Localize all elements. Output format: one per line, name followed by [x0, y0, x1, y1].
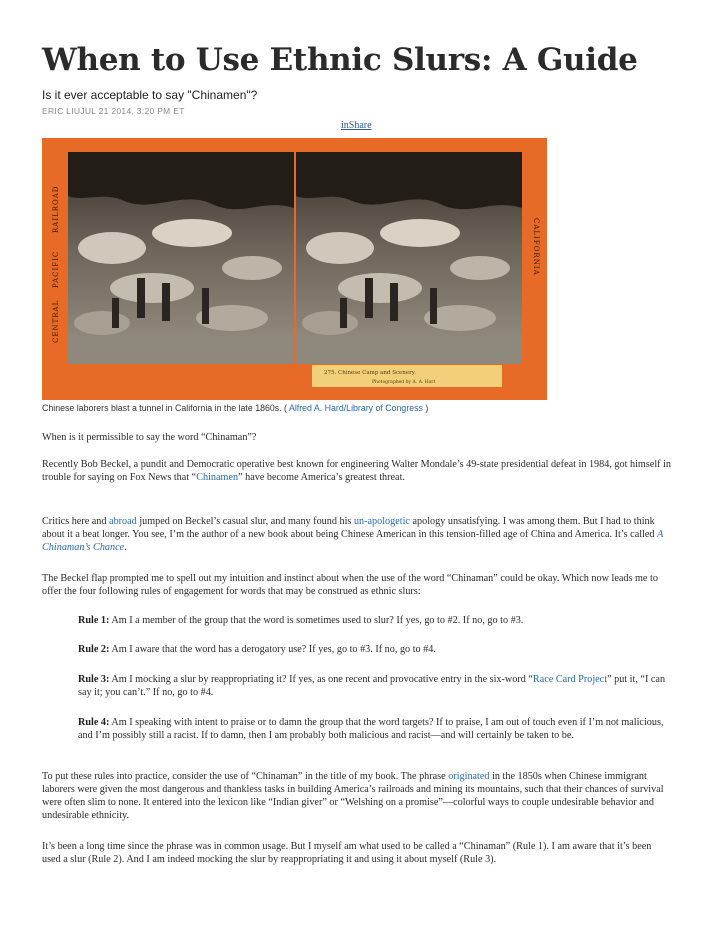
caption-end: ): [425, 403, 429, 413]
rule-1-label: Rule 1:: [78, 615, 110, 626]
photo-credit-link[interactable]: Alfred A. Hard/Library of Congress: [288, 403, 423, 413]
rule-4-text: Am I speaking with intent to praise or to damn the group that the word targets? If to praise, I am out of touch even if I’m not malicious, and I’m possibly still a racist. If to damn, then I am probably both malicious and racist—and will certainly be taken to be.: [78, 717, 664, 741]
p3-text-b: jumped on Beckel’s casual slur, and many found his: [136, 516, 354, 527]
caption-text: Chinese laborers blast a tunnel in California in the late 1860s. (: [42, 403, 287, 413]
paragraph-1: When is it permissible to say the word “Chinaman”?: [42, 432, 257, 443]
book-title-link[interactable]: A Chinaman’s Chance: [42, 529, 664, 553]
rule-1-text: Am I a member of the group that the word is sometimes used to slur? If yes, go to #2. If no, go to #3.: [109, 615, 524, 626]
rule-3-text-b: ” put it, “I can say it; you can’t.” If no, go to #4.: [78, 674, 666, 698]
p3-text-c: apology unsatisfying. I was among them. But I had to think about it a beat longer. You see, I’m the author of a new book about being Chinese American in this tension-filled age of China and America. It’s called: [42, 516, 658, 540]
paragraph-6: It’s been a long time since the phrase was in common usage. But I myself am what used to be called a “Chinaman” (Rule 1). I am aware that it’s been used a slur (Rule 2). And I am indeed mocking the slur by reappropriating it and using it about myself (Rule 3).: [42, 841, 652, 865]
photo-right: [296, 152, 522, 364]
chinamen-link[interactable]: Chinamen: [196, 472, 239, 483]
rule-2: [78, 643, 668, 656]
label-california: CALIFORNIA: [532, 218, 540, 276]
rule-3-label: Rule 3:: [78, 674, 110, 685]
un-apologetic-link[interactable]: un-apologetic: [353, 516, 410, 527]
article-title: When to Use Ethnic Slurs: A Guide: [42, 42, 638, 78]
photo-left: [68, 152, 294, 364]
stereograph-image: [42, 138, 547, 400]
label-pacific: PACIFIC: [52, 250, 60, 288]
paragraph-3: [42, 515, 672, 554]
plate-line-2: Photographed by A. A. Hart: [372, 380, 436, 385]
p2-text-b: ” have become America’s greatest threat.: [238, 472, 405, 483]
race-card-project-link[interactable]: Race Card Project: [532, 674, 608, 685]
rule-2-text: Am I aware that the word has a derogatory use? If yes, go to #3. If no, go to #4.: [109, 644, 436, 655]
photo-caption: [42, 403, 428, 413]
p2-text-a: Recently Bob Beckel, a pundit and Democratic operative best known for engineering Walter Mondale’s 49-state presidential defeat in 1984, got himself in trouble for saying on Fox News that “: [42, 459, 672, 483]
p5-text-a: To put these rules into practice, consider the use of “Chinaman” in the title of my book. The phrase: [42, 771, 449, 782]
rule-4: [78, 716, 668, 742]
stereograph-photo: [42, 138, 547, 400]
rule-3-text-a: Am I mocking a slur by reappropriating it? If yes, as one recent and provocative entry in the six-word “: [109, 674, 533, 685]
paragraph-2: [42, 458, 672, 484]
rule-3: [78, 673, 668, 699]
paragraph-5: [42, 770, 672, 822]
p3-text-a: Critics here and: [42, 516, 110, 527]
linkedin-share-button[interactable]: inShare: [341, 120, 372, 131]
p5-text-b: in the 1850s when Chinese immigrant laborers were given the most dangerous and thankless tasks in building America’s railroads and mining its mountains, such that their chances of survival were often slim to none. It entered into the lexicon like “Indian giver” or “Welshing on a promise”—colorful ways to couple undesirable behavior and undesirable ethnicity.: [42, 771, 664, 821]
rule-4-label: Rule 4:: [78, 717, 110, 728]
label-railroad: RAILROAD: [52, 185, 60, 233]
paragraph-4: The Beckel flap prompted me to spell out my intuition and instinct about when the use of the word “Chinaman” could be okay. Which now leads me to offer the four following rules of engagement for words that may be construed as ethnic slurs:: [42, 573, 658, 597]
rule-2-label: Rule 2:: [78, 644, 110, 655]
label-central: CENTRAL: [52, 299, 60, 343]
originated-link[interactable]: originated: [448, 771, 490, 782]
article-subtitle: Is it ever acceptable to say "Chinamen"?: [42, 88, 258, 102]
p3-text-d: .: [124, 542, 127, 553]
plate-line-1: 275. Chinese Camp and Scenery.: [324, 370, 416, 376]
abroad-link[interactable]: abroad: [109, 516, 137, 527]
byline: ERIC LIUJUL 21 2014, 3:20 PM ET: [42, 106, 185, 116]
rule-1: [78, 614, 668, 627]
